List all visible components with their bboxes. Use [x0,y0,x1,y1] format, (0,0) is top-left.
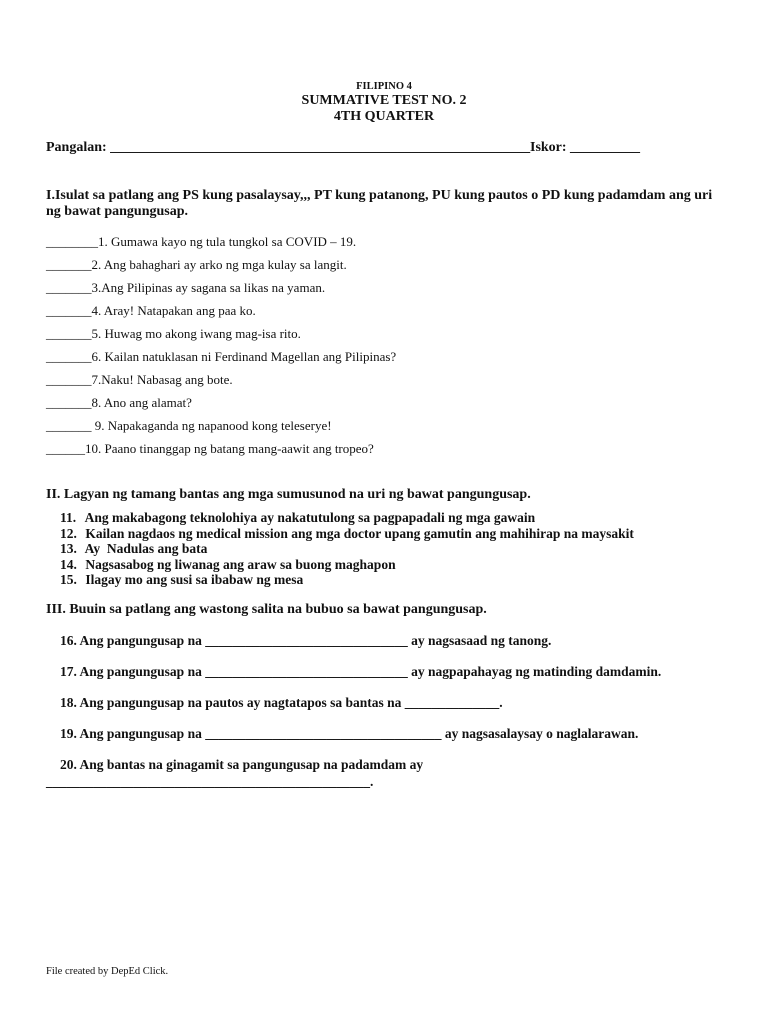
item-number: 13. [60,541,77,556]
section3-item-18[interactable]: 18. Ang pangungusap na pautos ay nagtatapos sa bantas na ______________. [60,695,503,710]
item-text: Ang makabagong teknolohiya ay nakatutulong sa pagpapadali ng mga gawain [84,510,536,525]
section3-item-19[interactable]: 19. Ang pangungusap na ___________________________________ ay nagsasalaysay o naglalarawan. [60,726,639,741]
section2-item-12[interactable] [60,526,634,542]
item-text: Ay Nadulas ang bata [84,541,208,556]
section2-item-14[interactable] [60,557,396,573]
item-text: Ilagay mo ang susi sa ibabaw ng mesa [85,572,304,587]
section2-item-15[interactable] [60,572,303,588]
section2-instruction: II. Lagyan ng tamang bantas ang mga sumusunod na uri ng bawat pangungusap. [46,487,531,502]
section3-item-16[interactable]: 16. Ang pangungusap na ______________________________ ay nagsasaad ng tanong. [60,633,552,648]
quarter-heading: 4TH QUARTER [333,109,435,124]
footer-credit: File created by DepEd Click. [46,966,169,977]
section2-item-11[interactable] [60,510,535,526]
item-number: 14. [60,557,77,572]
item-number: 11. [60,510,77,525]
section2-item-13[interactable] [60,541,207,557]
item-number: 15. [60,572,77,587]
section1-item-6[interactable]: _______6. Kailan natuklasan ni Ferdinand Magellan ang Pilipinas? [46,349,397,364]
section3-instruction: III. Buuin sa patlang ang wastong salita na bubuo sa bawat pangungusap. [46,602,487,617]
subject-heading: FILIPINO 4 [356,81,412,92]
item-number: 12. [60,526,77,541]
item-text: Nagsasabog ng liwanag ang araw sa buong maghapon [85,557,396,572]
section3-item-17[interactable]: 17. Ang pangungusap na ______________________________ ay nagpapahayag ng matinding damdamin. [60,664,662,679]
section3-item-20[interactable]: 20. Ang bantas na ginagamit sa pangungusap na padamdam ay [60,757,424,772]
section1-item-9[interactable]: _______ 9. Napakaganda ng napanood kong teleserye! [46,418,332,433]
test-title: SUMMATIVE TEST NO. 2 [301,93,467,108]
section1-item-10[interactable]: ______10. Paano tinanggap ng batang mang-aawit ang tropeo? [46,441,374,456]
section1-instruction: I.Isulat sa patlang ang PS kung pasalaysay,,, PT kung patanong, PU kung pautos o PD kung padamdam ang uri ng bawat pangungusap. [46,188,713,219]
section1-item-7[interactable]: _______7.Naku! Nabasag ang bote. [46,372,233,387]
section1-item-3[interactable]: _______3.Ang Pilipinas ay sagana sa likas na yaman. [46,280,326,295]
section1-item-5[interactable]: _______5. Huwag mo akong iwang mag-isa rito. [46,326,301,341]
section1-item-8[interactable]: _______8. Ano ang alamat? [46,395,192,410]
section1-item-1[interactable]: ________1. Gumawa kayo ng tula tungkol sa COVID – 19. [46,234,357,249]
section3-item-20-blank[interactable]: ________________________________________________. [46,774,374,789]
score-field[interactable]: Iskor: __________ [530,140,641,155]
section1-item-4[interactable]: _______4. Aray! Natapakan ang paa ko. [46,303,256,318]
name-field[interactable]: Pangalan: ____________________________________________________________ [46,140,531,155]
section1-item-2[interactable]: _______2. Ang bahaghari ay arko ng mga kulay sa langit. [46,257,347,272]
item-text: Kailan nagdaos ng medical mission ang mga doctor upang gamutin ang mahihirap na maysakit [85,526,634,541]
